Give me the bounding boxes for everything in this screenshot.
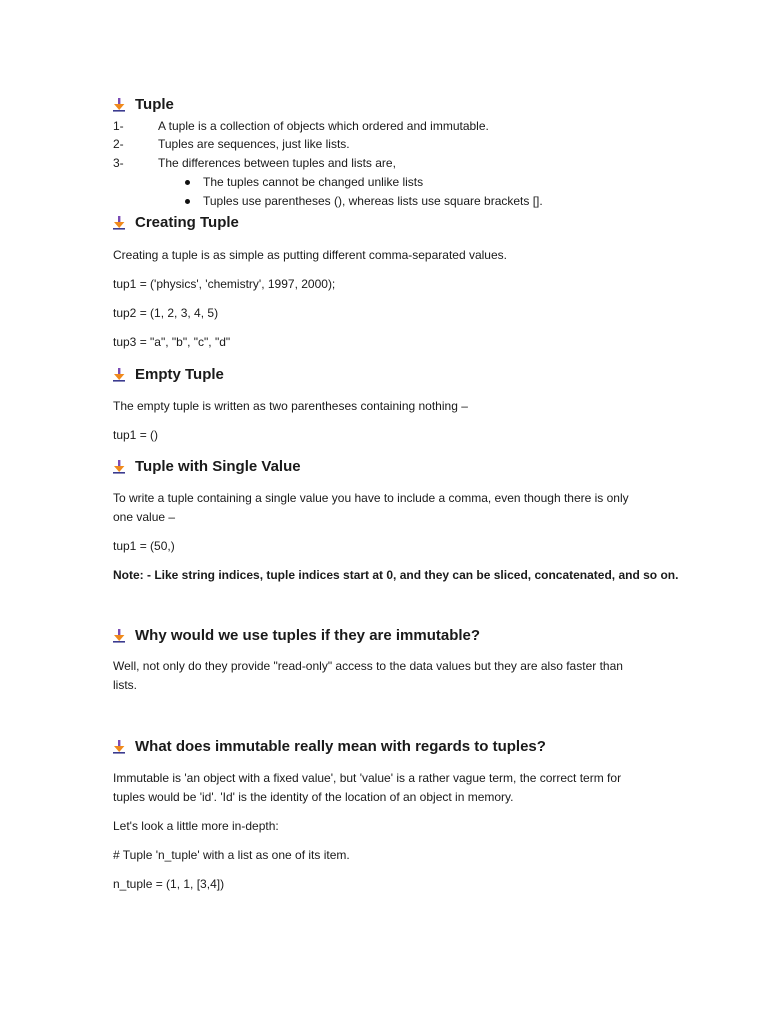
code-comment: # Tuple 'n_tuple' with a list as one of its item. <box>113 848 350 862</box>
paragraph: Creating a tuple is as simple as putting different comma-separated values. <box>113 248 507 262</box>
code-line: tup1 = (50,) <box>113 539 175 553</box>
code-line: tup1 = ('physics', 'chemistry', 1997, 2000); <box>113 277 336 291</box>
sub-list-item: The tuples cannot be changed unlike lists <box>203 175 424 189</box>
arrow-bullet-icon <box>112 98 126 112</box>
arrow-bullet-icon <box>112 460 126 474</box>
code-line: tup1 = () <box>113 428 159 442</box>
paragraph: The empty tuple is written as two parentheses containing nothing – <box>113 399 468 413</box>
heading-single-value: Tuple with Single Value <box>135 458 301 475</box>
bullet-dot <box>185 199 190 204</box>
heading-why-tuples: Why would we use tuples if they are immutable? <box>135 627 481 644</box>
paragraph: To write a tuple containing a single value you have to include a comma, even though there is only <box>113 491 629 505</box>
sub-list-item: Tuples use parentheses (), whereas lists use square brackets []. <box>203 194 543 208</box>
paragraph: Let's look a little more in-depth: <box>113 819 279 833</box>
list-item: Tuples are sequences, just like lists. <box>158 137 350 151</box>
paragraph: one value – <box>113 510 176 524</box>
heading-tuple: Tuple <box>135 96 174 113</box>
list-item: The differences between tuples and lists are, <box>158 156 396 170</box>
list-item: A tuple is a collection of objects which ordered and immutable. <box>158 119 489 133</box>
code-line: tup3 = "a", "b", "c", "d" <box>113 335 231 349</box>
paragraph: lists. <box>113 678 137 692</box>
heading-empty-tuple: Empty Tuple <box>135 366 224 383</box>
note: Note: - Like string indices, tuple indices start at 0, and they can be sliced, concatenated, and so on. <box>113 568 679 582</box>
heading-immutable-meaning: What does immutable really mean with regards to tuples? <box>135 738 546 755</box>
paragraph: tuples would be 'id'. 'Id' is the identity of the location of an object in memory. <box>113 790 514 804</box>
list-number: 1- <box>113 119 124 133</box>
arrow-bullet-icon <box>112 368 126 382</box>
heading-creating-tuple: Creating Tuple <box>135 214 239 231</box>
paragraph: Immutable is 'an object with a fixed value', but 'value' is a rather vague term, the correct term for <box>113 771 622 785</box>
bullet-dot <box>185 180 190 185</box>
code-line: n_tuple = (1, 1, [3,4]) <box>113 877 225 891</box>
list-number: 2- <box>113 137 124 151</box>
paragraph: Well, not only do they provide "read-only" access to the data values but they are also faster than <box>113 659 623 673</box>
list-number: 3- <box>113 156 124 170</box>
code-line: tup2 = (1, 2, 3, 4, 5) <box>113 306 219 320</box>
arrow-bullet-icon <box>112 216 126 230</box>
arrow-bullet-icon <box>112 629 126 643</box>
arrow-bullet-icon <box>112 740 126 754</box>
